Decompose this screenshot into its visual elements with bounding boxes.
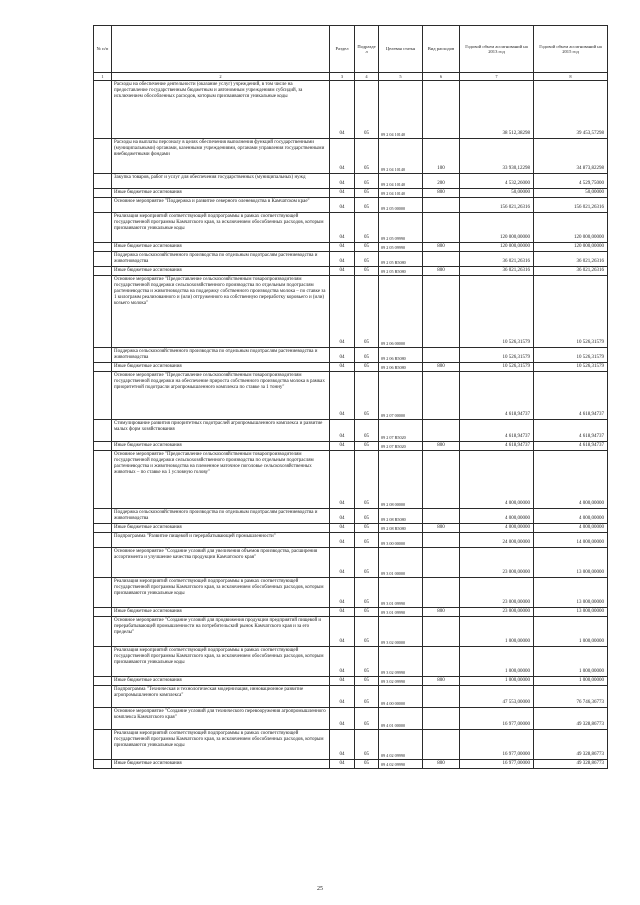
section-code: 04 <box>330 363 355 372</box>
expense-type-code: 800 <box>423 760 460 769</box>
section-code: 04 <box>330 276 355 348</box>
table-row <box>94 533 608 548</box>
amount-2013: 10 526,31579 <box>460 276 534 348</box>
no-cell <box>94 372 112 420</box>
section-code: 04 <box>330 267 355 276</box>
amount-2013: 24 000,00000 <box>460 533 534 548</box>
expense-type-code: 200 <box>423 174 460 189</box>
section-code: 04 <box>330 608 355 617</box>
section-code: 04 <box>330 348 355 363</box>
amount-2015: 1 000,00000 <box>534 647 608 677</box>
target-article-code: 09 2 07 R5020 <box>379 420 423 442</box>
amount-2013: 1 000,00000 <box>460 677 534 686</box>
column-number: 8 <box>534 73 608 81</box>
target-article-code: 09 2 06 R5080 <box>379 363 423 372</box>
item-name: Реализация мероприятий соответствующей подпрограммы в рамках соответствующей государственной программы Камчатского края, за исключением обособленных расходов, которым присваиваются уникальные коды <box>112 730 330 760</box>
expense-type-code <box>423 730 460 760</box>
column-number: 1 <box>94 73 112 81</box>
header-expense-type: Вид расходов <box>423 26 460 73</box>
table-body <box>94 81 608 769</box>
target-article-code: 09 2 04 10140 <box>379 174 423 189</box>
subsection-code: 05 <box>355 548 379 578</box>
subsection-code: 05 <box>355 139 379 174</box>
table-row <box>94 139 608 174</box>
item-name: Иные бюджетные ассигнования <box>112 608 330 617</box>
page-number: 25 <box>317 886 323 892</box>
item-name: Подпрограмма "Техническая и технологическая модернизация, инновационное развитие агропромышленного комплекса" <box>112 686 330 708</box>
item-name: Основное мероприятие "Предоставление сельскохозяйственным товаропроизводителям государственной поддержки сельскохозяйственного производства по отдельным подотраслям растениеводства и животноводства на поддержку собственного производства молока – по ставке за 1 килограмм реализованного и (или) отгруженного на собственную переработку коровьего и (или) козьего молока" <box>112 276 330 348</box>
expense-type-code <box>423 372 460 420</box>
amount-2015: 4 618,94737 <box>534 442 608 451</box>
section-code: 04 <box>330 213 355 243</box>
table-row <box>94 451 608 509</box>
amount-2015: 10 526,31579 <box>534 363 608 372</box>
expense-type-code <box>423 276 460 348</box>
target-article-code: 09 4 02 09990 <box>379 760 423 769</box>
amount-2013: 4 000,00000 <box>460 509 534 524</box>
header-name <box>112 26 330 73</box>
no-cell <box>94 348 112 363</box>
no-cell <box>94 252 112 267</box>
amount-2015: 156 021,26316 <box>534 198 608 213</box>
amount-2013: 16 977,00000 <box>460 708 534 730</box>
expense-type-code <box>423 252 460 267</box>
table-row <box>94 420 608 442</box>
header-amount-2015: Годовой объем ассигнований на 2015 год <box>534 26 608 73</box>
section-code: 04 <box>330 189 355 198</box>
section-code: 04 <box>330 578 355 608</box>
target-article-code: 09 2 05 09990 <box>379 213 423 243</box>
amount-2013: 33 930,12298 <box>460 139 534 174</box>
item-name: Подпрограмма "Развитие пищевой и перерабатывающей промышленности" <box>112 533 330 548</box>
no-cell <box>94 533 112 548</box>
amount-2015: 4 529,75000 <box>534 174 608 189</box>
amount-2013: 4 618,94737 <box>460 372 534 420</box>
subsection-code: 05 <box>355 420 379 442</box>
target-article-code: 09 2 07 00000 <box>379 372 423 420</box>
amount-2015: 49 328,86773 <box>534 708 608 730</box>
expense-type-code <box>423 647 460 677</box>
target-article-code: 09 4 00 00000 <box>379 686 423 708</box>
no-cell <box>94 81 112 139</box>
section-code: 04 <box>330 647 355 677</box>
table-row <box>94 708 608 730</box>
expense-type-code: 800 <box>423 608 460 617</box>
amount-2013: 36 021,26316 <box>460 252 534 267</box>
item-name: Реализация мероприятий соответствующей подпрограммы в рамках соответствующей государственной программы Камчатского края, за исключением обособленных расходов, которым присваиваются уникальные коды <box>112 578 330 608</box>
no-cell <box>94 524 112 533</box>
target-article-code: 09 2 05 00000 <box>379 198 423 213</box>
section-code: 04 <box>330 677 355 686</box>
expense-type-code <box>423 617 460 647</box>
section-code: 04 <box>330 617 355 647</box>
target-article-code: 09 3 02 00000 <box>379 617 423 647</box>
amount-2015: 36 021,26316 <box>534 252 608 267</box>
item-name: Стимулирование развития приоритетных подотраслей агропромышленного комплекса и развитие малых форм хозяйствования <box>112 420 330 442</box>
section-code: 04 <box>330 708 355 730</box>
amount-2015: 76 746,36773 <box>534 686 608 708</box>
target-article-code: 09 3 02 09990 <box>379 677 423 686</box>
item-name: Иные бюджетные ассигнования <box>112 760 330 769</box>
no-cell <box>94 198 112 213</box>
subsection-code: 05 <box>355 198 379 213</box>
expense-type-code: 100 <box>423 139 460 174</box>
column-number: 7 <box>460 73 534 81</box>
table-row <box>94 730 608 760</box>
target-article-code: 09 2 04 10140 <box>379 189 423 198</box>
target-article-code: 09 4 02 09990 <box>379 730 423 760</box>
expense-type-code: 800 <box>423 189 460 198</box>
item-name: Основное мероприятие "Создание условий для увеличения объемов производства, расширения ассортимента и улучшение качества продукции Камчатского края" <box>112 548 330 578</box>
amount-2013: 38 512,38298 <box>460 81 534 139</box>
target-article-code: 09 2 05 R5080 <box>379 252 423 267</box>
table-row <box>94 348 608 363</box>
section-code: 04 <box>330 730 355 760</box>
subsection-code: 05 <box>355 760 379 769</box>
subsection-code: 05 <box>355 617 379 647</box>
table-row <box>94 578 608 608</box>
amount-2015: 39 453,57298 <box>534 81 608 139</box>
expense-type-code <box>423 708 460 730</box>
amount-2013: 120 000,00000 <box>460 243 534 252</box>
subsection-code: 05 <box>355 647 379 677</box>
no-cell <box>94 708 112 730</box>
amount-2013: 23 000,00000 <box>460 608 534 617</box>
header-section: Раздел <box>330 26 355 73</box>
amount-2015: 1 000,00000 <box>534 617 608 647</box>
amount-2013: 16 977,00000 <box>460 730 534 760</box>
amount-2013: 4 618,94737 <box>460 442 534 451</box>
amount-2015: 36 021,26316 <box>534 267 608 276</box>
expense-type-code: 800 <box>423 243 460 252</box>
amount-2013: 10 526,31579 <box>460 348 534 363</box>
subsection-code: 05 <box>355 267 379 276</box>
target-article-code: 09 2 05 09990 <box>379 243 423 252</box>
subsection-code: 05 <box>355 451 379 509</box>
table-row <box>94 213 608 243</box>
amount-2015: 49 328,86773 <box>534 730 608 760</box>
amount-2015: 4 618,94737 <box>534 420 608 442</box>
no-cell <box>94 213 112 243</box>
section-code: 04 <box>330 451 355 509</box>
section-code: 04 <box>330 81 355 139</box>
expense-type-code <box>423 548 460 578</box>
subsection-code: 05 <box>355 243 379 252</box>
section-code: 04 <box>330 372 355 420</box>
amount-2015: 4 618,94737 <box>534 372 608 420</box>
header-target-article: Целевая статья <box>379 26 423 73</box>
item-name: Поддержка сельскохозяйственного производства по отдельным подотраслям растениеводства и животноводства <box>112 348 330 363</box>
item-name: Поддержка сельскохозяйственного производства по отдельным подотраслям растениеводства и животноводства <box>112 252 330 267</box>
expense-type-code <box>423 213 460 243</box>
expense-type-code: 800 <box>423 442 460 451</box>
item-name: Поддержка сельскохозяйственного производства по отдельным подотраслям растениеводства и животноводства <box>112 509 330 524</box>
target-article-code: 09 2 08 00000 <box>379 451 423 509</box>
table-row <box>94 174 608 189</box>
table-row <box>94 760 608 769</box>
no-cell <box>94 442 112 451</box>
no-cell <box>94 139 112 174</box>
item-name: Иные бюджетные ассигнования <box>112 363 330 372</box>
target-article-code: 09 4 01 00000 <box>379 708 423 730</box>
no-cell <box>94 686 112 708</box>
item-name: Основное мероприятие "Поддержка и развитие северного оленеводства в Камчатском крае" <box>112 198 330 213</box>
target-article-code: 09 3 01 09990 <box>379 608 423 617</box>
expense-type-code: 800 <box>423 267 460 276</box>
no-cell <box>94 578 112 608</box>
table-row <box>94 372 608 420</box>
target-article-code: 09 2 04 10140 <box>379 81 423 139</box>
table-row <box>94 363 608 372</box>
no-cell <box>94 451 112 509</box>
target-article-code: 09 2 08 R5080 <box>379 524 423 533</box>
expense-type-code <box>423 348 460 363</box>
item-name: Основное мероприятие "Создание условий для продвижения продукции предприятий пищевой и перерабатывающей промышленности на потребительский рынок Камчатского края и за его пределы" <box>112 617 330 647</box>
column-number-row <box>94 73 608 81</box>
item-name: Иные бюджетные ассигнования <box>112 524 330 533</box>
no-cell <box>94 174 112 189</box>
table-row <box>94 647 608 677</box>
target-article-code: 09 2 05 R5080 <box>379 267 423 276</box>
subsection-code: 05 <box>355 363 379 372</box>
column-number: 5 <box>379 73 423 81</box>
target-article-code: 09 3 01 00000 <box>379 548 423 578</box>
amount-2015: 13 000,00000 <box>534 608 608 617</box>
budget-table <box>93 25 608 769</box>
section-code: 04 <box>330 174 355 189</box>
amount-2015: 4 000,00000 <box>534 509 608 524</box>
table-row <box>94 442 608 451</box>
expense-type-code <box>423 686 460 708</box>
no-cell <box>94 608 112 617</box>
subsection-code: 05 <box>355 174 379 189</box>
item-name: Реализация мероприятий соответствующей подпрограммы в рамках соответствующей государственной программы Камчатского края, за исключением обособленных расходов, которым присваиваются уникальные коды <box>112 213 330 243</box>
section-code: 04 <box>330 442 355 451</box>
no-cell <box>94 730 112 760</box>
no-cell <box>94 617 112 647</box>
subsection-code: 05 <box>355 442 379 451</box>
amount-2015: 14 000,00000 <box>534 533 608 548</box>
no-cell <box>94 420 112 442</box>
subsection-code: 05 <box>355 608 379 617</box>
no-cell <box>94 548 112 578</box>
section-code: 04 <box>330 686 355 708</box>
subsection-code: 05 <box>355 509 379 524</box>
expense-type-code <box>423 451 460 509</box>
table-row <box>94 608 608 617</box>
amount-2013: 16 977,00000 <box>460 760 534 769</box>
section-code: 04 <box>330 252 355 267</box>
target-article-code: 09 2 04 10140 <box>379 139 423 174</box>
expense-type-code <box>423 509 460 524</box>
subsection-code: 05 <box>355 524 379 533</box>
no-cell <box>94 760 112 769</box>
amount-2015: 120 000,00000 <box>534 213 608 243</box>
amount-2013: 1 000,00000 <box>460 617 534 647</box>
table-row <box>94 252 608 267</box>
subsection-code: 05 <box>355 578 379 608</box>
amount-2015: 1 000,00000 <box>534 677 608 686</box>
item-name: Основное мероприятие "Предоставление сельскохозяйственным товаропроизводителям государственной поддержки сельскохозяйственного производства по отдельным подотраслям растениеводства и животноводства на племенное маточное поголовье сельскохозяйственных животных – по ставке на 1 условную голову" <box>112 451 330 509</box>
target-article-code: 09 2 07 R5020 <box>379 442 423 451</box>
item-name: Иные бюджетные ассигнования <box>112 267 330 276</box>
expense-type-code <box>423 533 460 548</box>
subsection-code: 05 <box>355 686 379 708</box>
expense-type-code <box>423 578 460 608</box>
subsection-code: 05 <box>355 533 379 548</box>
section-code: 04 <box>330 139 355 174</box>
item-name: Иные бюджетные ассигнования <box>112 189 330 198</box>
no-cell <box>94 647 112 677</box>
section-code: 04 <box>330 760 355 769</box>
no-cell <box>94 189 112 198</box>
amount-2013: 47 553,00000 <box>460 686 534 708</box>
subsection-code: 05 <box>355 213 379 243</box>
column-number: 3 <box>330 73 355 81</box>
subsection-code: 05 <box>355 276 379 348</box>
item-name: Реализация мероприятий соответствующей подпрограммы в рамках соответствующей государственной программы Камчатского края, за исключением обособленных расходов, которым присваиваются уникальные коды <box>112 647 330 677</box>
table-row <box>94 617 608 647</box>
target-article-code: 09 2 06 00000 <box>379 276 423 348</box>
amount-2015: 50,00000 <box>534 189 608 198</box>
target-article-code: 09 2 06 R5080 <box>379 348 423 363</box>
subsection-code: 05 <box>355 372 379 420</box>
amount-2015: 13 000,00000 <box>534 548 608 578</box>
amount-2015: 34 873,82298 <box>534 139 608 174</box>
expense-type-code <box>423 198 460 213</box>
table-header-row <box>94 26 608 73</box>
expense-type-code <box>423 420 460 442</box>
expense-type-code <box>423 81 460 139</box>
amount-2015: 120 000,00000 <box>534 243 608 252</box>
subsection-code: 05 <box>355 252 379 267</box>
amount-2013: 50,00000 <box>460 189 534 198</box>
no-cell <box>94 243 112 252</box>
table-row <box>94 81 608 139</box>
item-name: Основное мероприятие "Создание условий для технического перевооружения агропромышленного комплекса Камчатского края" <box>112 708 330 730</box>
amount-2013: 4 618,94737 <box>460 420 534 442</box>
subsection-code: 05 <box>355 677 379 686</box>
section-code: 04 <box>330 533 355 548</box>
no-cell <box>94 276 112 348</box>
no-cell <box>94 509 112 524</box>
target-article-code: 09 3 01 09990 <box>379 578 423 608</box>
no-cell <box>94 363 112 372</box>
item-name: Расходы на выплаты персоналу в целях обеспечения выполнения функций государственными (муниципальными) органами, казенными учреждениями, органами управления государственными внебюджетными фондами <box>112 139 330 174</box>
target-article-code: 09 3 02 09990 <box>379 647 423 677</box>
amount-2015: 10 526,31579 <box>534 348 608 363</box>
expense-type-code: 800 <box>423 677 460 686</box>
table-row <box>94 677 608 686</box>
amount-2013: 4 532,26000 <box>460 174 534 189</box>
column-number: 6 <box>423 73 460 81</box>
item-name: Расходы на обеспечение деятельности (оказание услуг) учреждений, в том числе на предоставление государственным бюджетным и автономным учреждениям субсидий, за исключением обособленных расходов, которым присваиваются уникальные коды <box>112 81 330 139</box>
expense-type-code: 800 <box>423 363 460 372</box>
subsection-code: 05 <box>355 730 379 760</box>
subsection-code: 05 <box>355 189 379 198</box>
amount-2015: 13 000,00000 <box>534 578 608 608</box>
item-name: Иные бюджетные ассигнования <box>112 442 330 451</box>
amount-2013: 36 021,26316 <box>460 267 534 276</box>
section-code: 04 <box>330 243 355 252</box>
section-code: 04 <box>330 509 355 524</box>
table-row <box>94 198 608 213</box>
amount-2013: 1 000,00000 <box>460 647 534 677</box>
amount-2015: 4 000,00000 <box>534 524 608 533</box>
section-code: 04 <box>330 548 355 578</box>
amount-2013: 120 000,00000 <box>460 213 534 243</box>
table-row <box>94 276 608 348</box>
target-article-code: 09 3 00 00000 <box>379 533 423 548</box>
item-name: Основное мероприятие "Предоставление сельскохозяйственным товаропроизводителям государственной поддержки на обеспечение прироста собственного производства молока в рамках приоритетной подотрасли агропромышленного комплекса по ставке за 1 тонну" <box>112 372 330 420</box>
amount-2013: 23 000,00000 <box>460 548 534 578</box>
section-code: 04 <box>330 524 355 533</box>
no-cell <box>94 267 112 276</box>
table-row <box>94 686 608 708</box>
subsection-code: 05 <box>355 708 379 730</box>
table-row <box>94 267 608 276</box>
amount-2015: 4 000,00000 <box>534 451 608 509</box>
section-code: 04 <box>330 420 355 442</box>
table-row <box>94 243 608 252</box>
section-code: 04 <box>330 198 355 213</box>
no-cell <box>94 677 112 686</box>
table-row <box>94 509 608 524</box>
subsection-code: 05 <box>355 348 379 363</box>
amount-2015: 49 328,86773 <box>534 760 608 769</box>
item-name: Иные бюджетные ассигнования <box>112 677 330 686</box>
table-row <box>94 548 608 578</box>
amount-2013: 4 000,00000 <box>460 524 534 533</box>
table-row <box>94 189 608 198</box>
header-amount-2013: Годовой объем ассигнований на 2013 год <box>460 26 534 73</box>
table-row <box>94 524 608 533</box>
amount-2013: 156 021,26316 <box>460 198 534 213</box>
header-subsection: Подраздел <box>355 26 379 73</box>
amount-2015: 10 526,31579 <box>534 276 608 348</box>
header-no: № п/п <box>94 26 112 73</box>
amount-2013: 23 000,00000 <box>460 578 534 608</box>
item-name: Закупка товаров, работ и услуг для обеспечения государственных (муниципальных) нужд <box>112 174 330 189</box>
column-number: 4 <box>355 73 379 81</box>
amount-2013: 10 526,31579 <box>460 363 534 372</box>
amount-2013: 4 000,00000 <box>460 451 534 509</box>
target-article-code: 09 2 08 R5080 <box>379 509 423 524</box>
column-number: 2 <box>112 73 330 81</box>
subsection-code: 05 <box>355 81 379 139</box>
item-name: Иные бюджетные ассигнования <box>112 243 330 252</box>
expense-type-code: 800 <box>423 524 460 533</box>
